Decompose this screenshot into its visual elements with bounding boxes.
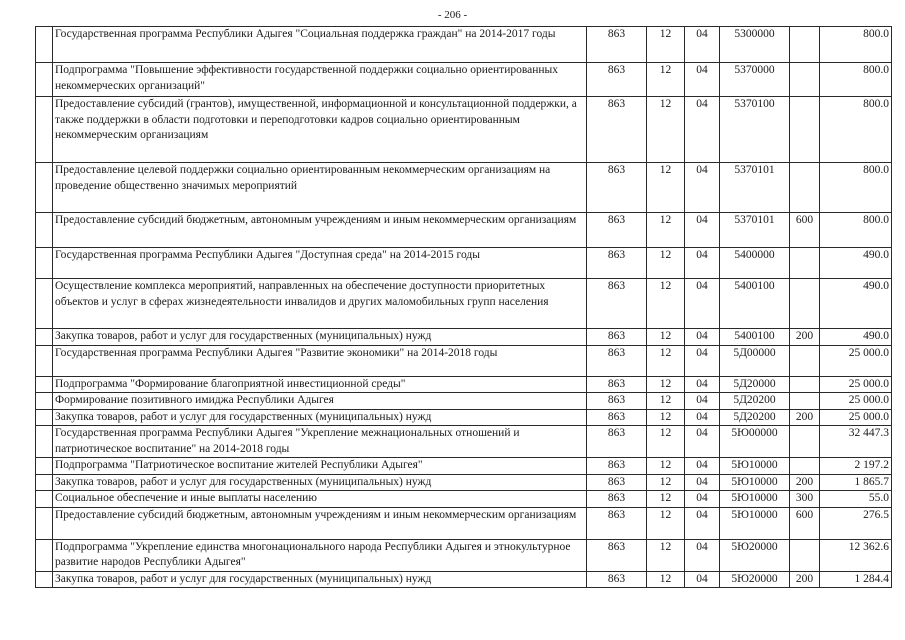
row-marker-cell: [36, 474, 53, 491]
item-name-cell: Подпрограмма "Патриотическое воспитание жителей Республики Адыгея": [53, 458, 587, 475]
ministry-code-cell: 863: [587, 539, 647, 571]
section-code-cell: 12: [647, 571, 685, 588]
expense-type-cell: [790, 426, 820, 458]
ministry-code-cell: 863: [587, 97, 647, 163]
row-marker-cell: [36, 409, 53, 426]
expense-type-cell: [790, 393, 820, 410]
amount-cell: 25 000.0: [820, 409, 892, 426]
subsection-code-cell: 04: [685, 27, 720, 63]
amount-cell: 800.0: [820, 63, 892, 97]
target-article-cell: 5Ю10000: [720, 458, 790, 475]
section-code-cell: 12: [647, 426, 685, 458]
expense-type-cell: 300: [790, 491, 820, 508]
target-article-cell: 5Д20000: [720, 376, 790, 393]
row-marker-cell: [36, 507, 53, 539]
row-marker-cell: [36, 329, 53, 346]
target-article-cell: 5400100: [720, 279, 790, 329]
row-marker-cell: [36, 376, 53, 393]
item-name-cell: Предоставление субсидий бюджетным, автономным учреждениям и иным некоммерческим организациям: [53, 213, 587, 248]
expense-type-cell: [790, 163, 820, 213]
budget-table: [35, 26, 892, 588]
row-marker-cell: [36, 345, 53, 376]
target-article-cell: 5Ю20000: [720, 539, 790, 571]
item-name-cell: Государственная программа Республики Адыгея "Социальная поддержка граждан" на 2014-2017 годы: [53, 27, 587, 63]
amount-cell: 12 362.6: [820, 539, 892, 571]
row-marker-cell: [36, 393, 53, 410]
row-marker-cell: [36, 539, 53, 571]
section-code-cell: 12: [647, 474, 685, 491]
amount-cell: 32 447.3: [820, 426, 892, 458]
section-code-cell: 12: [647, 345, 685, 376]
section-code-cell: 12: [647, 63, 685, 97]
expense-type-cell: 600: [790, 507, 820, 539]
section-code-cell: 12: [647, 409, 685, 426]
table-row: [36, 63, 892, 97]
subsection-code-cell: 04: [685, 279, 720, 329]
expense-type-cell: [790, 376, 820, 393]
subsection-code-cell: 04: [685, 213, 720, 248]
expense-type-cell: [790, 539, 820, 571]
section-code-cell: 12: [647, 213, 685, 248]
subsection-code-cell: 04: [685, 409, 720, 426]
row-marker-cell: [36, 63, 53, 97]
table-row: [36, 426, 892, 458]
section-code-cell: 12: [647, 97, 685, 163]
ministry-code-cell: 863: [587, 163, 647, 213]
item-name-cell: Формирование позитивного имиджа Республики Адыгея: [53, 393, 587, 410]
subsection-code-cell: 04: [685, 63, 720, 97]
amount-cell: 490.0: [820, 279, 892, 329]
item-name-cell: Осуществление комплекса мероприятий, направленных на обеспечение доступности приоритетных объектов и услуг в сферах жизнедеятельности инвалидов и других маломобильных групп населения: [53, 279, 587, 329]
table-row: [36, 345, 892, 376]
budget-table-body: [36, 27, 892, 588]
ministry-code-cell: 863: [587, 458, 647, 475]
target-article-cell: 5Ю10000: [720, 474, 790, 491]
row-marker-cell: [36, 279, 53, 329]
table-row: [36, 409, 892, 426]
target-article-cell: 5400000: [720, 248, 790, 279]
item-name-cell: Закупка товаров, работ и услуг для государственных (муниципальных) нужд: [53, 329, 587, 346]
table-row: [36, 329, 892, 346]
expense-type-cell: [790, 27, 820, 63]
row-marker-cell: [36, 97, 53, 163]
table-row: [36, 279, 892, 329]
target-article-cell: 5Ю00000: [720, 426, 790, 458]
table-row: [36, 163, 892, 213]
section-code-cell: 12: [647, 458, 685, 475]
amount-cell: 800.0: [820, 97, 892, 163]
table-row: [36, 539, 892, 571]
section-code-cell: 12: [647, 248, 685, 279]
table-row: [36, 474, 892, 491]
item-name-cell: Закупка товаров, работ и услуг для государственных (муниципальных) нужд: [53, 571, 587, 588]
subsection-code-cell: 04: [685, 507, 720, 539]
amount-cell: 800.0: [820, 27, 892, 63]
ministry-code-cell: 863: [587, 491, 647, 508]
row-marker-cell: [36, 27, 53, 63]
ministry-code-cell: 863: [587, 213, 647, 248]
section-code-cell: 12: [647, 163, 685, 213]
amount-cell: 55.0: [820, 491, 892, 508]
section-code-cell: 12: [647, 279, 685, 329]
subsection-code-cell: 04: [685, 97, 720, 163]
subsection-code-cell: 04: [685, 376, 720, 393]
subsection-code-cell: 04: [685, 248, 720, 279]
row-marker-cell: [36, 213, 53, 248]
expense-type-cell: [790, 458, 820, 475]
ministry-code-cell: 863: [587, 393, 647, 410]
target-article-cell: 5Д20200: [720, 393, 790, 410]
section-code-cell: 12: [647, 491, 685, 508]
expense-type-cell: 200: [790, 474, 820, 491]
subsection-code-cell: 04: [685, 458, 720, 475]
amount-cell: 490.0: [820, 248, 892, 279]
amount-cell: 276.5: [820, 507, 892, 539]
subsection-code-cell: 04: [685, 491, 720, 508]
item-name-cell: Подпрограмма "Повышение эффективности государственной поддержки социально ориентированных некоммерческих организаций": [53, 63, 587, 97]
table-row: [36, 97, 892, 163]
expense-type-cell: [790, 345, 820, 376]
ministry-code-cell: 863: [587, 426, 647, 458]
subsection-code-cell: 04: [685, 393, 720, 410]
subsection-code-cell: 04: [685, 539, 720, 571]
subsection-code-cell: 04: [685, 474, 720, 491]
table-row: [36, 27, 892, 63]
ministry-code-cell: 863: [587, 571, 647, 588]
subsection-code-cell: 04: [685, 426, 720, 458]
expense-type-cell: 200: [790, 329, 820, 346]
table-row: [36, 491, 892, 508]
target-article-cell: 5Д00000: [720, 345, 790, 376]
item-name-cell: Закупка товаров, работ и услуг для государственных (муниципальных) нужд: [53, 409, 587, 426]
page-number: - 206 -: [437, 9, 468, 21]
expense-type-cell: [790, 97, 820, 163]
subsection-code-cell: 04: [685, 163, 720, 213]
item-name-cell: Государственная программа Республики Адыгея "Доступная среда" на 2014-2015 годы: [53, 248, 587, 279]
expense-type-cell: [790, 279, 820, 329]
expense-type-cell: [790, 63, 820, 97]
ministry-code-cell: 863: [587, 27, 647, 63]
target-article-cell: 5Ю10000: [720, 507, 790, 539]
expense-type-cell: 200: [790, 571, 820, 588]
table-row: [36, 458, 892, 475]
table-row: [36, 393, 892, 410]
row-marker-cell: [36, 458, 53, 475]
target-article-cell: 5370101: [720, 163, 790, 213]
table-row: [36, 571, 892, 588]
ministry-code-cell: 863: [587, 63, 647, 97]
target-article-cell: 5370100: [720, 97, 790, 163]
target-article-cell: 5400100: [720, 329, 790, 346]
item-name-cell: Предоставление субсидий бюджетным, автономным учреждениям и иным некоммерческим организациям: [53, 507, 587, 539]
section-code-cell: 12: [647, 393, 685, 410]
target-article-cell: 5370101: [720, 213, 790, 248]
subsection-code-cell: 04: [685, 329, 720, 346]
expense-type-cell: 200: [790, 409, 820, 426]
item-name-cell: Предоставление целевой поддержки социально ориентированным некоммерческим организациям на проведение общественно значимых мероприятий: [53, 163, 587, 213]
table-row: [36, 248, 892, 279]
item-name-cell: Подпрограмма "Укрепление единства многонационального народа Республики Адыгея и этнокультурное развитие народов Республики Адыгея": [53, 539, 587, 571]
target-article-cell: 5Д20200: [720, 409, 790, 426]
row-marker-cell: [36, 248, 53, 279]
item-name-cell: Закупка товаров, работ и услуг для государственных (муниципальных) нужд: [53, 474, 587, 491]
section-code-cell: 12: [647, 376, 685, 393]
ministry-code-cell: 863: [587, 279, 647, 329]
item-name-cell: Социальное обеспечение и иные выплаты населению: [53, 491, 587, 508]
ministry-code-cell: 863: [587, 507, 647, 539]
item-name-cell: Государственная программа Республики Адыгея "Укрепление межнациональных отношений и патриотическое воспитание" на 2014-2018 годы: [53, 426, 587, 458]
amount-cell: 2 197.2: [820, 458, 892, 475]
row-marker-cell: [36, 163, 53, 213]
ministry-code-cell: 863: [587, 376, 647, 393]
subsection-code-cell: 04: [685, 571, 720, 588]
section-code-cell: 12: [647, 507, 685, 539]
ministry-code-cell: 863: [587, 345, 647, 376]
amount-cell: 25 000.0: [820, 376, 892, 393]
table-row: [36, 507, 892, 539]
target-article-cell: 5370000: [720, 63, 790, 97]
ministry-code-cell: 863: [587, 409, 647, 426]
table-row: [36, 213, 892, 248]
amount-cell: 1 865.7: [820, 474, 892, 491]
amount-cell: 1 284.4: [820, 571, 892, 588]
table-row: [36, 376, 892, 393]
item-name-cell: Подпрограмма "Формирование благоприятной инвестиционной среды": [53, 376, 587, 393]
item-name-cell: Предоставление субсидий (грантов), имущественной, информационной и консультационной поддержки, а также поддержки в области подготовки и переподготовки кадров социально ориентированным некоммерческим организациям: [53, 97, 587, 163]
amount-cell: 25 000.0: [820, 393, 892, 410]
expense-type-cell: [790, 248, 820, 279]
item-name-cell: Государственная программа Республики Адыгея "Развитие экономики" на 2014-2018 годы: [53, 345, 587, 376]
target-article-cell: 5300000: [720, 27, 790, 63]
target-article-cell: 5Ю10000: [720, 491, 790, 508]
amount-cell: 25 000.0: [820, 345, 892, 376]
subsection-code-cell: 04: [685, 345, 720, 376]
row-marker-cell: [36, 571, 53, 588]
section-code-cell: 12: [647, 27, 685, 63]
ministry-code-cell: 863: [587, 329, 647, 346]
target-article-cell: 5Ю20000: [720, 571, 790, 588]
section-code-cell: 12: [647, 539, 685, 571]
expense-type-cell: 600: [790, 213, 820, 248]
ministry-code-cell: 863: [587, 248, 647, 279]
amount-cell: 800.0: [820, 213, 892, 248]
row-marker-cell: [36, 426, 53, 458]
section-code-cell: 12: [647, 329, 685, 346]
amount-cell: 800.0: [820, 163, 892, 213]
amount-cell: 490.0: [820, 329, 892, 346]
row-marker-cell: [36, 491, 53, 508]
ministry-code-cell: 863: [587, 474, 647, 491]
